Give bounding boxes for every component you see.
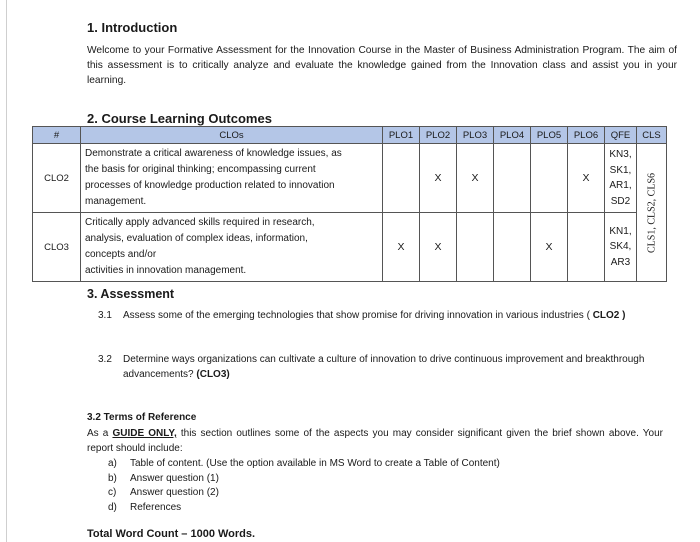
plo-mark: X xyxy=(420,213,457,282)
outcomes-heading: 2. Course Learning Outcomes xyxy=(87,111,272,126)
list-text: References xyxy=(130,502,182,513)
list-text: Answer question (1) xyxy=(130,473,219,484)
plo-mark xyxy=(383,144,420,213)
question-clo: (CLO3) xyxy=(196,369,230,380)
col-header: PLO6 xyxy=(568,127,605,144)
table-row xyxy=(33,213,667,282)
desc-line: analysis, evaluation of complex ideas, information, xyxy=(85,233,308,244)
desc-line: concepts and/or xyxy=(85,249,157,260)
desc-line: Critically apply advanced skills required in research, xyxy=(85,217,315,228)
terms-pre: As a xyxy=(87,428,109,439)
col-header: PLO1 xyxy=(383,127,420,144)
list-marker: c) xyxy=(108,487,117,498)
col-header: QFE xyxy=(605,127,637,144)
qfe-line: KN3, xyxy=(609,149,632,160)
col-header: PLO2 xyxy=(420,127,457,144)
plo-mark xyxy=(494,144,531,213)
plo-mark: X xyxy=(457,144,494,213)
guide-only-text: GUIDE ONLY, xyxy=(112,428,177,439)
plo-mark: X xyxy=(531,213,568,282)
terms-paragraph xyxy=(87,426,663,456)
plo-mark xyxy=(531,144,568,213)
col-header: PLO4 xyxy=(494,127,531,144)
col-header: PLO3 xyxy=(457,127,494,144)
desc-line: processes of knowledge production related to innovation xyxy=(85,180,335,191)
desc-line: management. xyxy=(85,196,147,207)
introduction-paragraph: Welcome to your Formative Assessment for the Innovation Course in the Master of Business Administration Program. The aim of this assessment is to critically analyze and evaluate the knowledge gained from the Innovation class and assist you in your learning. xyxy=(87,45,677,86)
list-item xyxy=(108,456,500,471)
question-number: 3.1 xyxy=(98,310,112,321)
clo-description xyxy=(81,144,383,213)
list-item xyxy=(108,471,219,486)
question-text xyxy=(123,308,678,323)
desc-line: activities in innovation management. xyxy=(85,265,247,276)
page-left-border xyxy=(6,0,7,542)
word-count: Total Word Count – 1000 Words. xyxy=(87,528,256,540)
col-header: CLOs xyxy=(81,127,383,144)
terms-heading: 3.2 Terms of Reference xyxy=(87,412,197,423)
qfe-line: KN1, xyxy=(609,225,632,237)
col-header: CLS xyxy=(637,127,667,144)
clo-description xyxy=(81,213,383,282)
qfe-line: SK4, xyxy=(609,241,632,253)
desc-line: the basis for original thinking; encompassing current xyxy=(85,164,316,175)
row-id: CLO3 xyxy=(33,213,81,282)
table-row xyxy=(33,144,667,213)
plo-mark: X xyxy=(383,213,420,282)
cls-text: CLS1, CLS2, CLS6 xyxy=(646,172,657,253)
qfe-cell xyxy=(605,144,637,213)
list-marker: a) xyxy=(108,458,117,469)
qfe-cell xyxy=(605,213,637,282)
row-id: CLO2 xyxy=(33,144,81,213)
list-text: Answer question (2) xyxy=(130,487,219,498)
qfe-line: AR3 xyxy=(610,256,631,268)
plo-mark xyxy=(494,213,531,282)
list-item xyxy=(108,485,219,500)
desc-line: Demonstrate a critical awareness of knowledge issues, as xyxy=(85,148,342,159)
list-marker: d) xyxy=(108,502,117,513)
question-body: Assess some of the emerging technologies that show promise for driving innovation in various industries ( xyxy=(123,310,590,321)
plo-mark xyxy=(457,213,494,282)
clo-table xyxy=(32,126,667,282)
question-body: Determine ways organizations can cultivate a culture of innovation to drive continuous improvement and breakthrough advancements? xyxy=(123,354,645,380)
list-text: Table of content. (Use the option available in MS Word to create a Table of Content) xyxy=(130,458,500,469)
plo-mark xyxy=(568,213,605,282)
col-header: PLO5 xyxy=(531,127,568,144)
plo-mark: X xyxy=(568,144,605,213)
list-marker: b) xyxy=(108,473,117,484)
question-number: 3.2 xyxy=(98,354,112,365)
qfe-line: AR1, xyxy=(609,180,632,191)
terms-post: this section outlines some of the aspects you may consider significant given the brief shown above. Your report should include: xyxy=(87,428,663,454)
assessment-heading: 3. Assessment xyxy=(87,287,175,301)
cls-cell xyxy=(637,144,667,282)
table-header-row xyxy=(33,127,667,144)
introduction-heading: 1. Introduction xyxy=(87,20,178,35)
question-clo: CLO2 ) xyxy=(592,310,626,321)
qfe-line: SD2 xyxy=(610,195,631,207)
qfe-line: SK1, xyxy=(609,164,632,176)
list-item xyxy=(108,500,181,515)
col-header: # xyxy=(33,127,81,144)
question-text xyxy=(123,352,678,382)
plo-mark: X xyxy=(420,144,457,213)
